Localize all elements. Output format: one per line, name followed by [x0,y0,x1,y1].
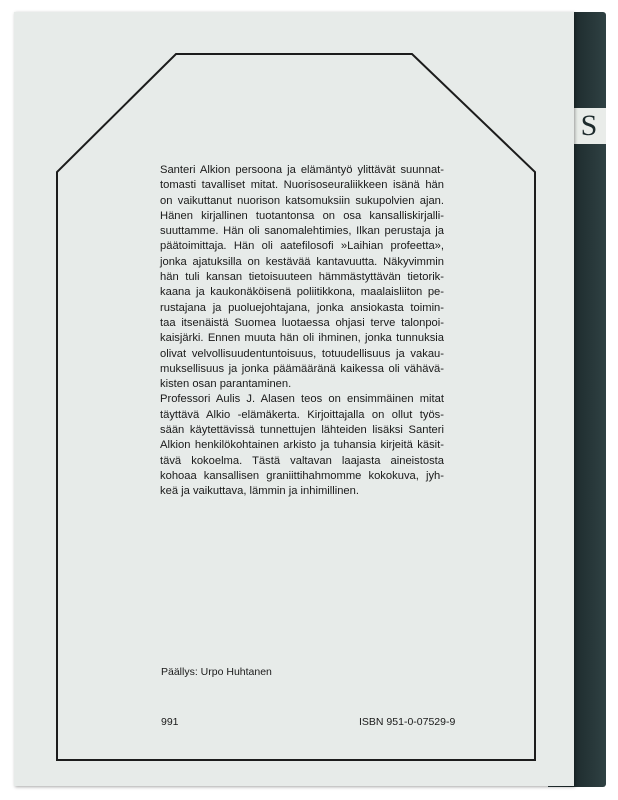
blurb-line: Santeri Alkion persoona ja elämäntyö ylittävät suunnat- [160,164,444,176]
blurb-line: Alkion henkilökohtainen arkisto ja tuhansia kirjeitä käsit- [160,439,444,452]
blurb-line: sään käytettävissä tunnettujen lähteiden lisäksi Santeri [160,424,444,437]
blurb-line: täyttävä Alkio -elämäkerta. Kirjoittajalla on ollut työs- [160,408,444,421]
blurb-line: on vaikuttanut nuorison katsomuksiin sukupolvien ajan. [160,194,444,207]
blurb-line: Hänen kirjallinen tuotantonsa on osa kansalliskirjalli- [160,209,444,222]
blurb-line: kaisjärki. Ennen muuta hän oli ihminen, jonka tunnuksia [160,332,444,345]
blurb-line: jonka ajatuksilla on kestävää kantavuutta. Näkyvimmin [160,255,444,268]
blurb-line: kaana ja kaukonäköisenä poliitikkona, maalaisliiton pe- [160,286,444,299]
spine-title-letter: S [572,108,606,144]
blurb-text [160,163,444,500]
blurb-line: taa itsenäistä Suomea luotaessa ohjasi terve talonpoi- [160,316,444,329]
blurb-line: olivat velvollisuudentuntoisuus, totuudellisuus ja vakau- [160,347,444,360]
blurb-line: keä ja vaikuttava, lämmin ja inhimillinen. [160,485,359,498]
blurb-line: kohoaa kansallisen graniittihahmomme kokokuva, jyh- [160,469,444,482]
blurb-line: tomasti tavalliset mitat. Nuorisoseuraliikkeen isänä hän [160,179,444,192]
blurb-line: kisten osan parantaminen. [160,378,292,391]
price-code: 991 [161,716,179,728]
blurb-line: Professori Aulis J. Alasen teos on ensimmäinen mitat [160,393,444,406]
blurb-line: tävä kokoelma. Tästä valtavan laajasta aineistosta [160,454,444,467]
blurb-line: hän tuli kansan tietoisuuteen hämmästyttävän tietorik- [160,271,444,284]
blurb-line: rustajana ja puoluejohtajana, jonka ansiokasta toimin- [160,301,444,314]
blurb-line: muksellisuus ja jonka päämääränä kaikessa oli vähävä- [160,362,444,375]
isbn-number: ISBN 951-0-07529-9 [359,716,456,728]
blurb-line: suuttamme. Hän oli sanomalehtimies, Ilkan perustaja ja [160,225,444,238]
blurb-line: päätoimittaja. Hän oli aatefilosofi »Laihian profeetta», [160,240,444,253]
cover-designer-credit: Päällys: Urpo Huhtanen [161,666,272,678]
